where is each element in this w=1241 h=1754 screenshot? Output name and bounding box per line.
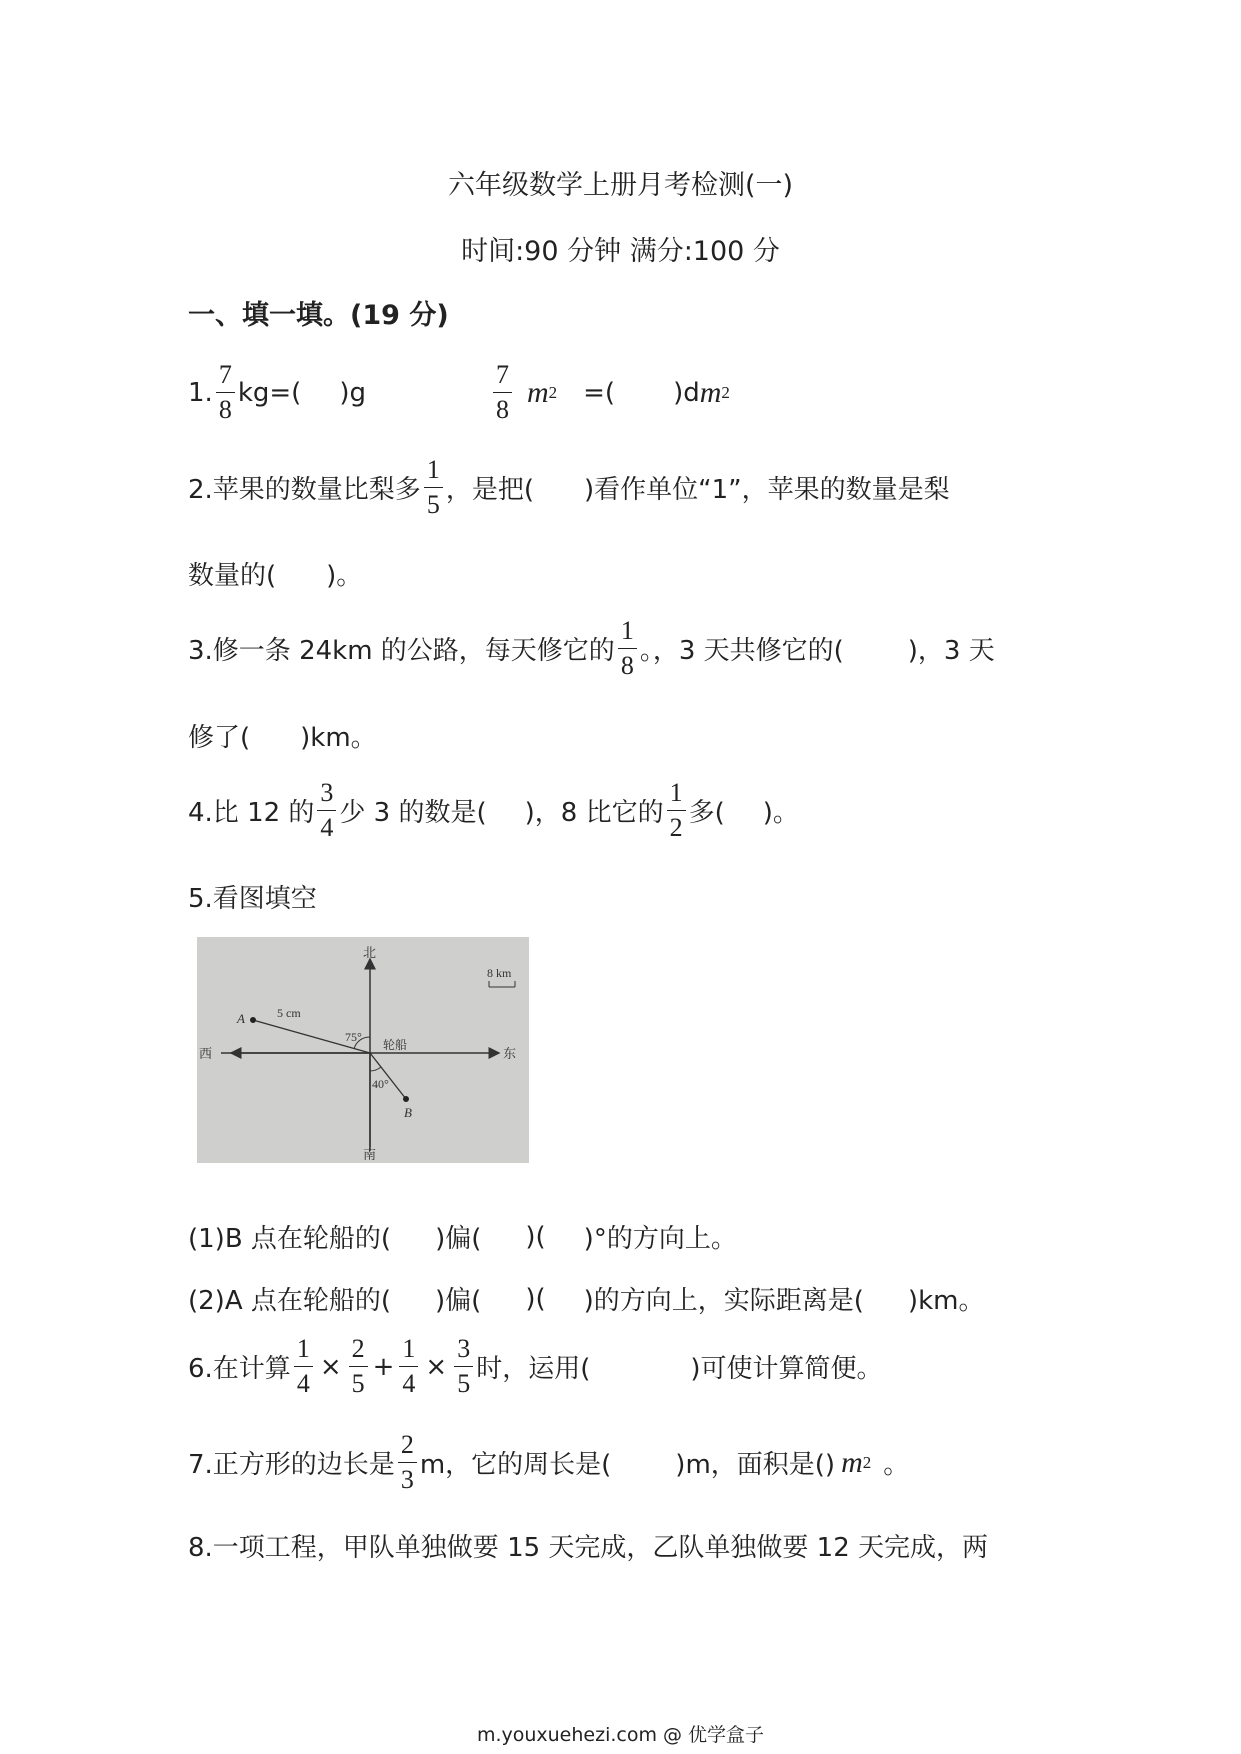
text: (1)B 点在轮船的( [188,1224,392,1254]
question-number: 1. [188,377,213,408]
fraction: $\frac{1}{4}$ [294,1336,313,1397]
text: 8.一项工程，甲队单独做要 15 天完成，乙队单独做要 12 天完成，两 [188,1533,989,1563]
text: )( [525,1221,546,1252]
text: )，8 比它的 [524,798,664,828]
text: =( [583,377,616,408]
exam-info: 时间:90 分钟 满分:100 分 [461,236,780,267]
fraction: $\frac{7}{8}$ [216,362,235,423]
text: )偏( [435,1286,482,1316]
text: )。 [762,798,799,828]
question-7 [188,1432,909,1493]
text: )km。 [907,1286,985,1316]
fraction: $\frac{1}{4}$ [399,1336,418,1397]
question-5-1 [188,1218,737,1255]
diagram-background [197,937,529,1163]
question-4 [188,780,799,841]
text: 4.比 12 的 [188,798,315,828]
question-3 [188,618,995,679]
question-3-cont [188,717,377,754]
text: )( [525,1283,546,1314]
text: 数量的( [188,561,277,591]
fraction: $\frac{3}{4}$ [317,780,336,841]
question-5-2 [188,1280,984,1317]
text: )，3 天 [907,636,995,666]
label-north: 北 [363,946,377,961]
text: 修了( [188,723,251,753]
label-angle-a: 75° [345,1030,362,1044]
label-angle-b: 40° [372,1077,389,1091]
unit-m: m [526,375,549,409]
text: 5.看图填空 [188,884,317,914]
question-2 [188,457,950,518]
question-6 [188,1336,883,1397]
scale-label: 8 km [487,966,512,980]
superscript: 2 [862,1452,872,1472]
question-5 [188,878,317,915]
fraction: $\frac{1}{8}$ [618,618,637,679]
label-east: 东 [503,1047,517,1062]
point-a [250,1017,256,1023]
operator: + [372,1351,395,1382]
label-a: A [237,1011,245,1026]
label-west: 西 [199,1047,213,1062]
section-heading: 一、填一填。(19 分) [188,300,449,331]
text: 6.在计算 [188,1354,291,1384]
compass-diagram [197,937,529,1163]
text: )°的方向上。 [583,1224,737,1254]
question-1 [188,362,730,423]
text: )的方向上，实际距离是( [583,1286,864,1316]
fraction: $\frac{1}{2}$ [667,780,686,841]
operator: × [319,1351,342,1382]
text: 。 [883,1450,910,1480]
label-ship: 轮船 [383,1038,408,1052]
text: 少 3 的数是( [339,798,487,828]
fraction: $\frac{1}{5}$ [424,457,443,518]
footer-watermark: m.youxuehezi.com @ 优学盒子 [476,1724,765,1746]
label-distance: 5 cm [277,1006,301,1020]
text: kg=( [237,377,302,408]
point-b [403,1096,409,1102]
text: (2)A 点在轮船的( [188,1286,392,1316]
fraction: $\frac{2}{3}$ [398,1432,417,1493]
text: ，是把( [445,475,534,505]
label-b: B [404,1105,412,1120]
text: 7.正方形的边长是 [188,1450,395,1480]
text: )g [339,377,366,408]
unit-m: m [699,375,722,409]
superscript: 2 [548,382,558,402]
text: )m，面积是() [675,1450,836,1480]
text: 。，3 天共修它的( [639,636,844,666]
text: )可使计算简便。 [690,1354,883,1384]
question-8 [188,1527,988,1564]
fraction: $\frac{3}{5}$ [454,1336,473,1397]
text: )km。 [300,723,377,753]
text: )偏( [435,1224,482,1254]
fraction: $\frac{2}{5}$ [349,1336,368,1397]
text: )看作单位“1”，苹果的数量是梨 [583,475,950,505]
label-south: 南 [363,1148,377,1163]
operator: × [425,1351,448,1382]
fraction: $\frac{7}{8}$ [493,362,512,423]
text: 时，运用( [476,1354,591,1384]
page-title: 六年级数学上册月考检测(一) [447,170,794,201]
superscript: 2 [721,382,730,402]
text: 3.修一条 24km 的公路，每天修它的 [188,636,615,666]
text: m，它的周长是( [419,1450,612,1480]
question-2-cont [188,555,362,592]
text: 多( [688,798,725,828]
text: )d [673,377,700,408]
unit-m: m [841,1445,863,1479]
text: )。 [326,561,363,591]
text: 2.苹果的数量比梨多 [188,475,421,505]
